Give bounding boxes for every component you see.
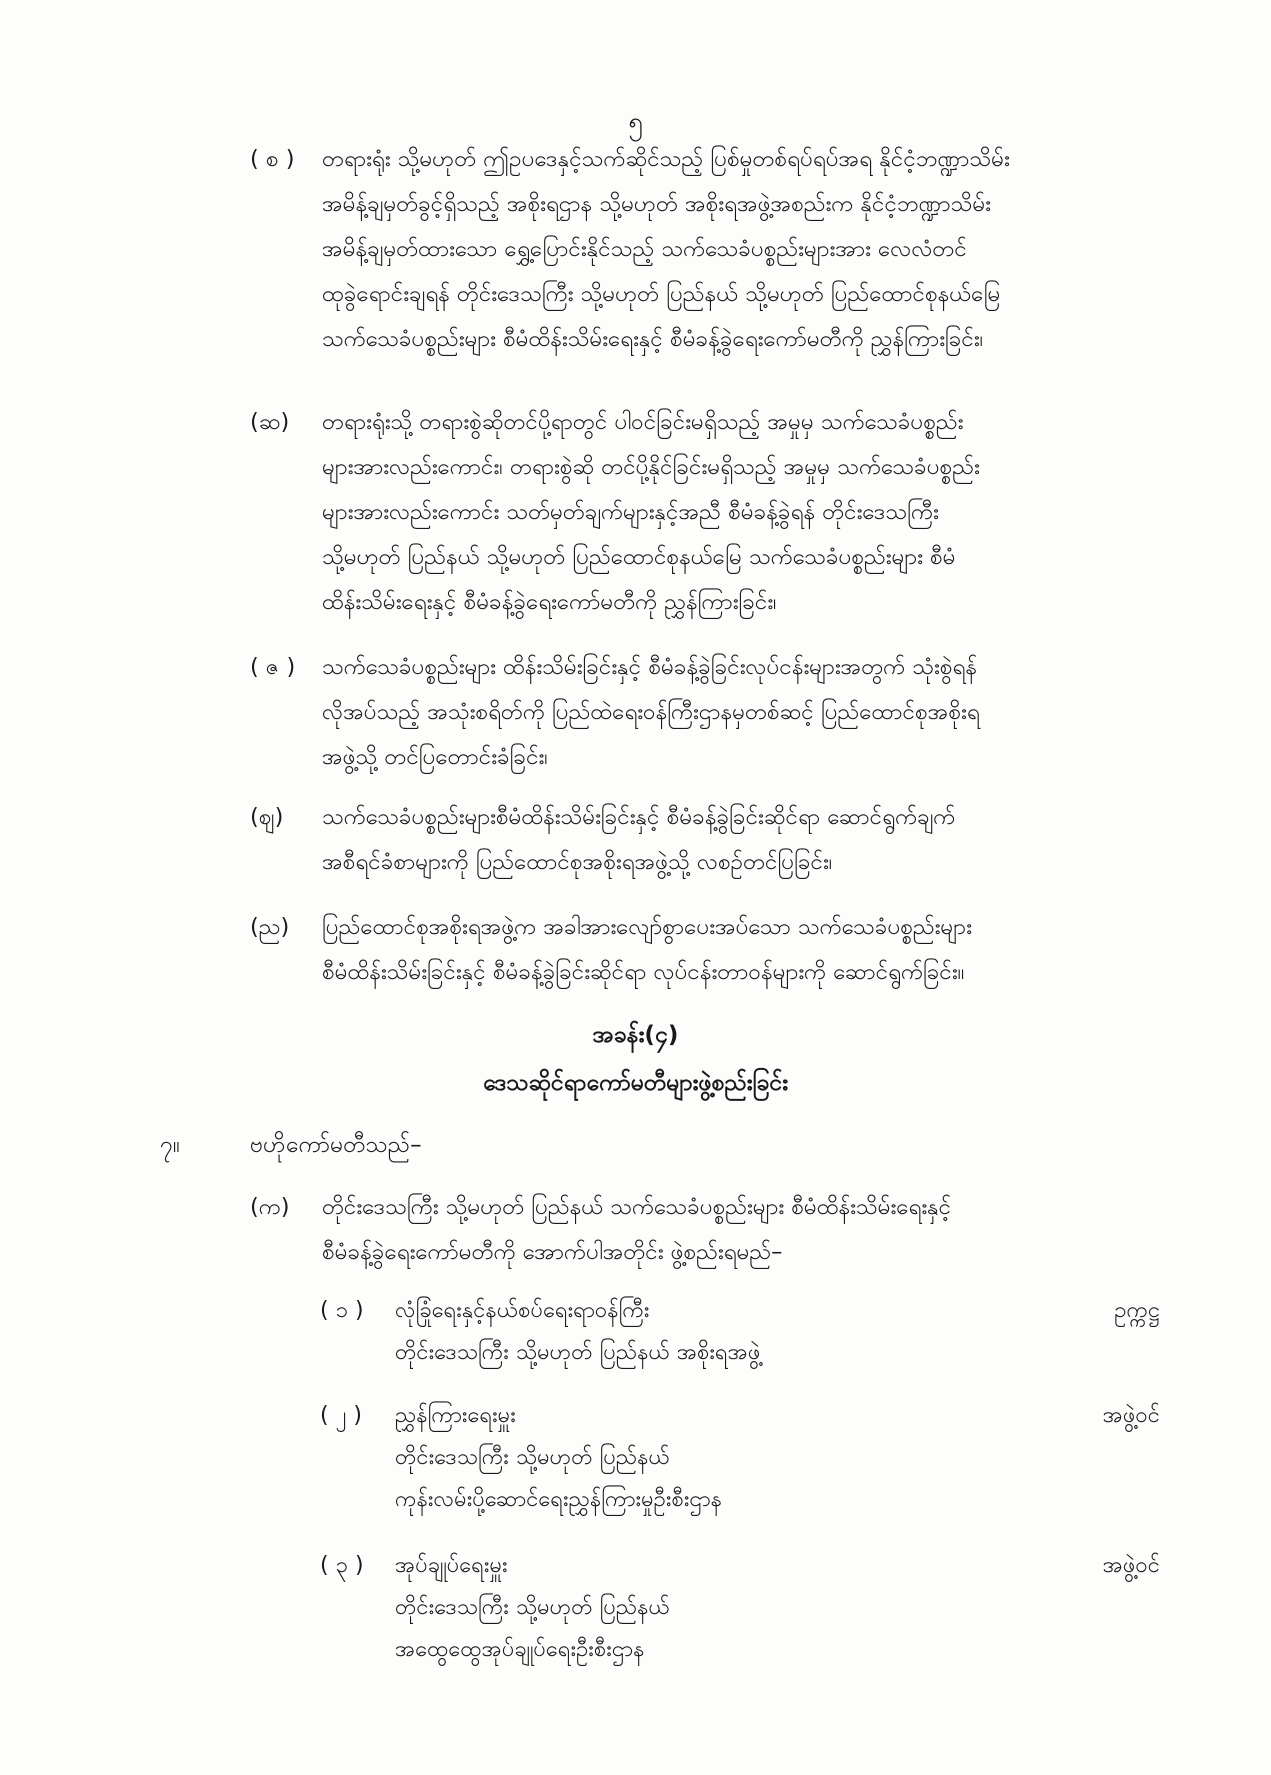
clause-body xyxy=(322,645,1195,780)
clause-line: ပြည်ထောင်စုအစိုးရအဖွဲ့က အခါအားလျော်စွာပေးအပ်သော သက်သေခံပစ္စည်းများ xyxy=(322,914,972,940)
clause-line: အမိန့်ချမှတ်ခွင့်ရှိသည့် အစိုးရဌာန သို့မဟုတ် အစိုးရအဖွဲ့အစည်းက နိုင်ငံ့ဘဏ္ဍာသိမ်း xyxy=(322,191,991,217)
clause-line: အဖွဲ့သို့ တင်ပြတောင်းခံခြင်း၊ xyxy=(322,744,548,770)
clause-line: ထိန်းသိမ်းရေးနှင့် စီမံခန့်ခွဲရေးကော်မတီကို ညွှန်ကြားခြင်း၊ xyxy=(322,589,777,615)
member-marker: ( ၁ ) xyxy=(320,1298,364,1323)
clause-marker: ( ဇ ) xyxy=(250,654,296,680)
clause-line: များအားလည်းကောင်း၊ တရားစွဲဆို တင်ပို့နိုင်ခြင်းမရှိသည့် အမှုမှ သက်သေခံပစ္စည်း xyxy=(322,454,980,480)
clause xyxy=(250,905,1195,995)
clause-line: သက်သေခံပစ္စည်းများစီမံထိန်းသိမ်းခြင်းနှင့် စီမံခန့်ခွဲခြင်းဆိုင်ရာ ဆောင်ရွက်ချက် xyxy=(322,804,956,830)
clause-line: သို့မဟုတ် ပြည်နယ် သို့မဟုတ် ပြည်ထောင်စုနယ်မြေ သက်သေခံပစ္စည်းများ စီမံ xyxy=(322,544,956,570)
member-role: အဖွဲ့ဝင် xyxy=(1102,1553,1160,1578)
member-line: လုံခြုံရေးနှင့်နယ်စပ်ရေးရာဝန်ကြီး xyxy=(395,1298,650,1323)
section-number: ၇။ xyxy=(160,1132,180,1158)
clause xyxy=(250,137,1195,362)
member-body xyxy=(395,1545,1195,1671)
page-number: ၅ xyxy=(628,107,643,137)
clause-line: ထုခွဲရောင်းချရန် တိုင်းဒေသကြီး သို့မဟုတ် ပြည်နယ် သို့မဟုတ် ပြည်ထောင်စုနယ်မြေ xyxy=(322,281,1001,307)
member-line: အုပ်ချုပ်ရေးမှူး xyxy=(395,1553,508,1578)
member-role: အဖွဲ့ဝင် xyxy=(1102,1403,1160,1428)
member-body xyxy=(395,1290,1195,1374)
clause-line: အစီရင်ခံစာများကို ပြည်ထောင်စုအစိုးရအဖွဲ့သို့ လစဉ်တင်ပြခြင်း၊ xyxy=(322,849,833,875)
clause-marker: (ည) xyxy=(250,914,290,940)
clause-line: သက်သေခံပစ္စည်းများ ထိန်းသိမ်းခြင်းနှင့် စီမံခန့်ခွဲခြင်းလုပ်ငန်းများအတွက် သုံးစွဲရန် xyxy=(322,654,977,680)
member-line: တိုင်းဒေသကြီး သို့မဟုတ် ပြည်နယ် အစိုးရအဖွဲ့ xyxy=(395,1340,761,1365)
clause-line: တရားရုံးသို့ တရားစွဲဆိုတင်ပို့ရာတွင် ပါဝင်ခြင်းမရှိသည့် အမှုမှ သက်သေခံပစ္စည်း xyxy=(322,409,964,435)
clause-body xyxy=(322,905,1195,995)
section-intro: ဗဟိုကော်မတီသည်– xyxy=(250,1132,422,1158)
clause-line: လိုအပ်သည့် အသုံးစရိတ်ကို ပြည်ထဲရေးဝန်ကြီးဌာနမှတစ်ဆင့် ပြည်ထောင်စုအစိုးရ xyxy=(322,699,980,725)
clause-marker: ( စ ) xyxy=(250,146,295,172)
clause xyxy=(250,400,1195,625)
committee-member xyxy=(320,1545,1195,1671)
clause-line: အမိန့်ချမှတ်ထားသော ရွှေ့ပြောင်းနိုင်သည့် သက်သေခံပစ္စည်းများအား လေလံတင် xyxy=(322,236,967,262)
member-line: ကုန်းလမ်းပို့ဆောင်ရေးညွှန်ကြားမှုဦးစီးဌာန xyxy=(395,1487,723,1512)
member-marker: ( ၂ ) xyxy=(320,1403,362,1428)
subclause-marker: (က) xyxy=(250,1194,290,1220)
member-line: တိုင်းဒေသကြီး သို့မဟုတ် ပြည်နယ် xyxy=(395,1445,670,1470)
subclause-body xyxy=(322,1185,1195,1275)
chapter-title: ဒေသဆိုင်ရာကော်မတီများဖွဲ့စည်းခြင်း xyxy=(482,1070,789,1096)
member-line: အထွေထွေအုပ်ချုပ်ရေးဦးစီးဌာန xyxy=(395,1637,645,1662)
member-line: ညွှန်ကြားရေးမှူး xyxy=(395,1403,516,1428)
clause xyxy=(250,645,1195,780)
subclause-line: တိုင်းဒေသကြီး သို့မဟုတ် ပြည်နယ် သက်သေခံပစ္စည်းများ စီမံထိန်းသိမ်းရေးနှင့် xyxy=(322,1194,952,1220)
member-body xyxy=(395,1395,1195,1521)
subclause xyxy=(250,1185,1195,1275)
clause-body xyxy=(322,137,1195,362)
clause-marker: (ဆ) xyxy=(250,409,290,435)
clause-line: သက်သေခံပစ္စည်းများ စီမံထိန်းသိမ်းရေးနှင့် စီမံခန့်ခွဲရေးကော်မတီကို ညွှန်ကြားခြင်း၊ xyxy=(322,326,984,352)
clause-line: တရားရုံး သို့မဟုတ် ဤဥပဒေနှင့်သက်ဆိုင်သည့် ပြစ်မှုတစ်ရပ်ရပ်အရ နိုင်ငံ့ဘဏ္ဍာသိမ်း xyxy=(322,146,1010,172)
committee-member xyxy=(320,1395,1195,1521)
member-marker: ( ၃ ) xyxy=(320,1553,364,1578)
clause-marker: (ဈ) xyxy=(250,804,284,830)
committee-member xyxy=(320,1290,1195,1374)
clause-body xyxy=(322,795,1195,885)
clause-body xyxy=(322,400,1195,625)
clause xyxy=(250,795,1195,885)
member-role: ဥက္ကဋ္ဌ xyxy=(1114,1298,1160,1323)
subclause-line: စီမံခန့်ခွဲရေးကော်မတီကို အောက်ပါအတိုင်း ဖွဲ့စည်းရမည်– xyxy=(322,1239,783,1265)
clause-line: များအားလည်းကောင်း သတ်မှတ်ချက်များနှင့်အညီ စီမံခန့်ခွဲရန် တိုင်းဒေသကြီး xyxy=(322,499,939,525)
chapter-number: အခန်း(၄) xyxy=(592,1022,679,1048)
clause-line: စီမံထိန်းသိမ်းခြင်းနှင့် စီမံခန့်ခွဲခြင်းဆိုင်ရာ လုပ်ငန်းတာဝန်များကို ဆောင်ရွက်ခြင်း။ xyxy=(322,959,965,985)
member-line: တိုင်းဒေသကြီး သို့မဟုတ် ပြည်နယ် xyxy=(395,1595,670,1620)
